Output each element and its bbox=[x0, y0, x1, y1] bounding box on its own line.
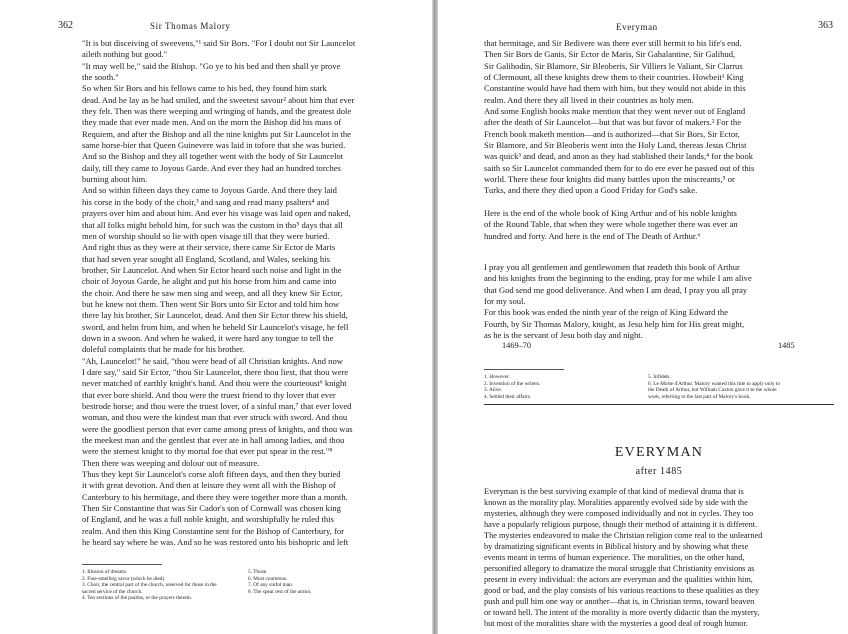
text-line: Requiem, and after the Bishop and all the nine knights put Sir Launcelot in the bbox=[82, 128, 351, 139]
text-line: personified allegory to dramatize the moral struggle that Christianity envisions as bbox=[484, 564, 755, 573]
text-line: "It may well be," said the Bishop. "Go ye to his bed and then shall ye prove bbox=[82, 60, 341, 71]
text-line: good or bad, and the play consists of his various reactions to these qualities as they bbox=[484, 586, 760, 595]
text-line: that hermitage, and Sir Bedivere was there ever still hermit to his life's end. bbox=[484, 38, 742, 48]
text-line: it with great devotion. And then at leisure they went all with the Bishop of bbox=[82, 480, 336, 491]
text-line: same horse-bier that Queen Guinevere was laid in tofore that she was buried. bbox=[82, 140, 346, 151]
footnote: 1. However. bbox=[484, 374, 510, 380]
footnote: 2. Fine-smelling savor (which he died). bbox=[82, 575, 166, 582]
body-text bbox=[82, 38, 424, 548]
text-line: "Ah, Launcelot!" he said, "thou were head of all Christian knights. And now bbox=[82, 355, 343, 366]
text-line: of England, and he was a full noble knight, and worshipfully he ruled this bbox=[82, 514, 334, 525]
footnotes-column bbox=[248, 569, 418, 595]
page-number: 362 bbox=[58, 20, 73, 31]
text-line: The mysteries endeavored to make the Christian religion come real to the unlearned bbox=[484, 531, 763, 540]
text-line: by dramatizing significant events in Biblical history and by showing what these bbox=[484, 542, 749, 551]
text-line: have a popularly religious purpose, though their method of attaining it is different. bbox=[484, 520, 758, 529]
text-line: he heard say where he was. And so he was restored unto his bishopric and left bbox=[82, 537, 349, 548]
text-line: or toward hell. The intent of the morality is more overtly didactic than the mystery, bbox=[484, 608, 760, 617]
text-line: Then Sir Constantine that was Sir Cador's son of Cornwall was chosen king bbox=[82, 503, 341, 514]
text-line: mysteries, although they were composed individually and not in cycles. They too bbox=[484, 509, 754, 518]
text-line: Everyman is the best surviving example of that kind of medieval drama that is bbox=[484, 487, 744, 496]
footnote: 7. Of any sinful man. bbox=[248, 582, 294, 588]
text-line: Fourth, by Sir Thomas Malory, knight, as Jesu help him for His great might, bbox=[484, 318, 745, 329]
footnote: 3. Choir, the central part of the church, reserved for those in the bbox=[82, 582, 217, 588]
text-line: were the goodliest person that ever came among press of knights, and thou was bbox=[82, 423, 353, 434]
text-line: bestrode horse; and thou were the truest lover, of a sinful man,⁷ that ever loved bbox=[82, 401, 352, 411]
footnote: 3. Alive. bbox=[484, 387, 503, 393]
text-line: they made that ever made men. And on the morn the Bishop did his mass of bbox=[82, 117, 342, 128]
text-line: of the Round Table, that when they were whole together there was ever an bbox=[484, 219, 738, 230]
text-line: And so within fifteen days they came to Joyous Garde. And there they laid bbox=[82, 185, 337, 196]
text-line: And right thus as they were at their service, there came Sir Ector de Maris bbox=[82, 242, 336, 253]
text-line: brother, Sir Launcelot. And when Sir Ector heard such noise and light in the bbox=[82, 264, 342, 275]
text-line: world. There these four knights did many battles upon the miscreants,⁵ or bbox=[484, 174, 735, 185]
text-line: Thus they kept Sir Launcelot's corse aloft fifteen days, and then they buried bbox=[82, 469, 341, 480]
text-line: Then Sir Bors de Ganis, Sir Ector de Maris, Sir Gahalantine, Sir Galihud, bbox=[484, 49, 736, 60]
text-line: the meekest man and the gentlest that ever ate in hall among ladies, and thou bbox=[82, 435, 345, 446]
footnote: 6. Most courteous. bbox=[248, 575, 288, 582]
text-line: dead. And he lay as he had smiled, and the sweetest savour² about him that ever bbox=[82, 94, 355, 105]
footnote: 2. Invention of the writers. bbox=[484, 380, 541, 387]
text-line: of Clermount, all these knights drew them to their countries. Howbeit¹ King bbox=[484, 72, 744, 83]
footnote: 4. Ten sections of the psalms, or the prayers therein. bbox=[82, 595, 193, 601]
running-head: Everyman bbox=[616, 22, 658, 32]
footnote: 1. Illusion of dreams. bbox=[82, 569, 128, 575]
introduction-text bbox=[484, 486, 838, 629]
text-line: So when Sir Bors and his fellows came to his bed, they found him stark bbox=[82, 83, 327, 94]
text-line: events meant in terms of human experience. The moralities, on the other hand, bbox=[484, 553, 745, 562]
text-line: Sir Galihodin, Sir Blamore, Sir Bleoberis, Sir Villiers le Valiant, Sir Clarrus bbox=[484, 60, 743, 71]
text-line: was quick³ and dead, and anon as they had stablished their lands,⁴ for the book bbox=[484, 151, 754, 162]
text-line: the sooth." bbox=[82, 72, 119, 83]
footnote: 6. Le Morte d'Arthur. Malory wanted this title to apply only to bbox=[648, 380, 781, 387]
text-line: that all folks might behold him, for such was the custom in tho⁵ days that all bbox=[82, 219, 343, 230]
text-line: that God send me good deliverance. And when I am dead, I pray you all pray bbox=[484, 284, 748, 295]
play-date: after 1485 bbox=[635, 466, 683, 477]
text-line: woman, and thou were the kindest man that ever struck with sword. And thou bbox=[82, 412, 348, 423]
text-line: never matched of earthly knight's hand. And thou were the courteoust⁶ knight bbox=[82, 378, 347, 389]
text-line: Here is the end of the whole book of King Arthur and of his noble knights bbox=[484, 208, 737, 218]
page-number: 363 bbox=[818, 20, 833, 31]
text-line: Constantine would have had them with him, but they would not abide in this bbox=[484, 83, 746, 94]
footnote: 8. The spear rest of the armor. bbox=[248, 588, 312, 595]
footnote: work, referring to the last part of Malory's book. bbox=[648, 393, 751, 400]
footnotes-column bbox=[648, 374, 828, 400]
text-line: were the sternest knight to thy mortal foe that ever put spear in the rest."⁸ bbox=[82, 446, 333, 457]
footnote: sacred service of the church. bbox=[82, 588, 143, 595]
footnote-rule bbox=[82, 564, 162, 565]
text-line: that ever bore shield. And thou were the truest friend to thy lover that ever bbox=[82, 389, 336, 400]
text-line: prayers over him and about him. And ever his visage was laid open and naked, bbox=[82, 208, 351, 219]
text-line: the choir. And there he saw men sing and weep, and all they knew Sir Ector, bbox=[82, 287, 343, 298]
text-line: I pray you all gentlemen and gentlewomen that readeth this book of Arthur bbox=[484, 262, 740, 272]
text-line: burning about him. bbox=[82, 174, 148, 185]
text-line: Canterbury to his hermitage, and there they were together more than a month. bbox=[82, 491, 348, 502]
section-divider bbox=[484, 404, 834, 405]
footnote: 4. Settled their affairs. bbox=[484, 393, 532, 400]
text-line: after the death of Sir Launcelot—but that was but favor of makers.² For the bbox=[484, 117, 741, 128]
text-line: that had seven year sought all England, Scotland, and Wales, seeking his bbox=[82, 253, 330, 264]
text-line: for my soul. bbox=[484, 296, 526, 307]
text-line: they felt. Then was there weeping and wringing of hands, and the greatest dole bbox=[82, 106, 352, 117]
footnote-rule bbox=[484, 369, 564, 370]
text-line: French book maketh mention—and is authorized—that Sir Bors, Sir Ector, bbox=[484, 128, 740, 139]
text-line: and his knights from the beginning to the ending, pray for me while I am alive bbox=[484, 273, 752, 284]
text-line: choir of Joyous Garde, he alight and put his horse from him and came into bbox=[82, 276, 337, 287]
text-line: realm. And there they all lived in their countries as holy men. bbox=[484, 94, 694, 105]
text-line: saith so Sir Launcelot commanded them for to do ere ever he passed out of this bbox=[484, 162, 755, 173]
text-line: For this book was ended the ninth year of the reign of King Edward the bbox=[484, 307, 729, 318]
footnotes-column bbox=[484, 374, 624, 400]
running-head: Sir Thomas Malory bbox=[150, 21, 231, 31]
text-line: sword, and helm from him, and when he beheld Sir Launcelot's visage, he fell bbox=[82, 321, 349, 332]
footnote: 5. Infidels. bbox=[648, 374, 671, 380]
text-line: I dare say," said Sir Ector, "thou Sir Launcelot, there thou liest, that thou were bbox=[82, 366, 349, 377]
text-line: there lay his brother, Sir Launcelot, dead. And then Sir Ector threw his shield, bbox=[82, 310, 348, 321]
text-line: hundred and forty. And here is the end of The Death of Arthur.⁶ bbox=[484, 230, 701, 241]
body-text bbox=[484, 38, 834, 197]
right-page bbox=[438, 0, 848, 634]
text-line: but most of the moralities share with the mysteries a good deal of rough humor. bbox=[484, 619, 748, 628]
text-line: down in a swoon. And when he waked, it were hard any tongue to tell the bbox=[82, 332, 334, 343]
text-line: Sir Blamore, and Sir Bleoberis went into the Holy Land, thereas Jesus Christ bbox=[484, 140, 747, 151]
footnote: the Death of Arthur, but William Caxton gave it to the whole bbox=[648, 387, 777, 393]
text-line: daily, till they came to Joyous Garde. And ever they had an hundred torches bbox=[82, 162, 341, 173]
text-line: And so the Bishop and they all together went with the body of Sir Launcelot bbox=[82, 151, 344, 162]
footnotes-column bbox=[82, 569, 242, 602]
body-text bbox=[484, 208, 834, 242]
text-line: as he is the servant of Jesu both day and night. bbox=[484, 330, 643, 341]
text-line: "It is but disceiving of sweevens,"¹ said Sir Bors. "For I doubt not Sir Launcelot bbox=[82, 38, 356, 48]
publication-date: 1485 bbox=[778, 341, 795, 350]
text-line: doleful complaints that he made for his brother. bbox=[82, 344, 245, 355]
text-line: men of worship should so lie with open visage till that they were buried. bbox=[82, 230, 330, 241]
text-line: And some English books make mention that they went never out of England bbox=[484, 106, 746, 117]
composition-date: 1469–70 bbox=[502, 341, 532, 350]
text-line: Turks, and there they died upon a Good Friday for God's sake. bbox=[484, 185, 698, 196]
text-line: Then there was weeping and dolour out of measure. bbox=[82, 457, 260, 468]
text-line: push and pull him one way or another—that is, in Christian terms, toward heaven bbox=[484, 597, 755, 606]
play-title: EVERYMAN bbox=[614, 445, 704, 460]
text-line: realm. And then this King Constantine sent for the Bishop of Canterbury, for bbox=[82, 525, 344, 536]
text-line: his corse in the body of the choir,³ and sang and read many psalters⁴ and bbox=[82, 196, 330, 207]
text-line: but he knew not them. Then went Sir Bors unto Sir Ector and told him how bbox=[82, 298, 340, 309]
text-line: present in every individual: the actors are everyman and the qualities within him, bbox=[484, 575, 753, 584]
text-line: aileth nothing but good." bbox=[82, 49, 168, 60]
footnote: 5. Those. bbox=[248, 569, 268, 575]
body-text bbox=[484, 262, 834, 341]
text-line: known as the morality play. Moralities apparently evolved side by side with the bbox=[484, 498, 748, 507]
